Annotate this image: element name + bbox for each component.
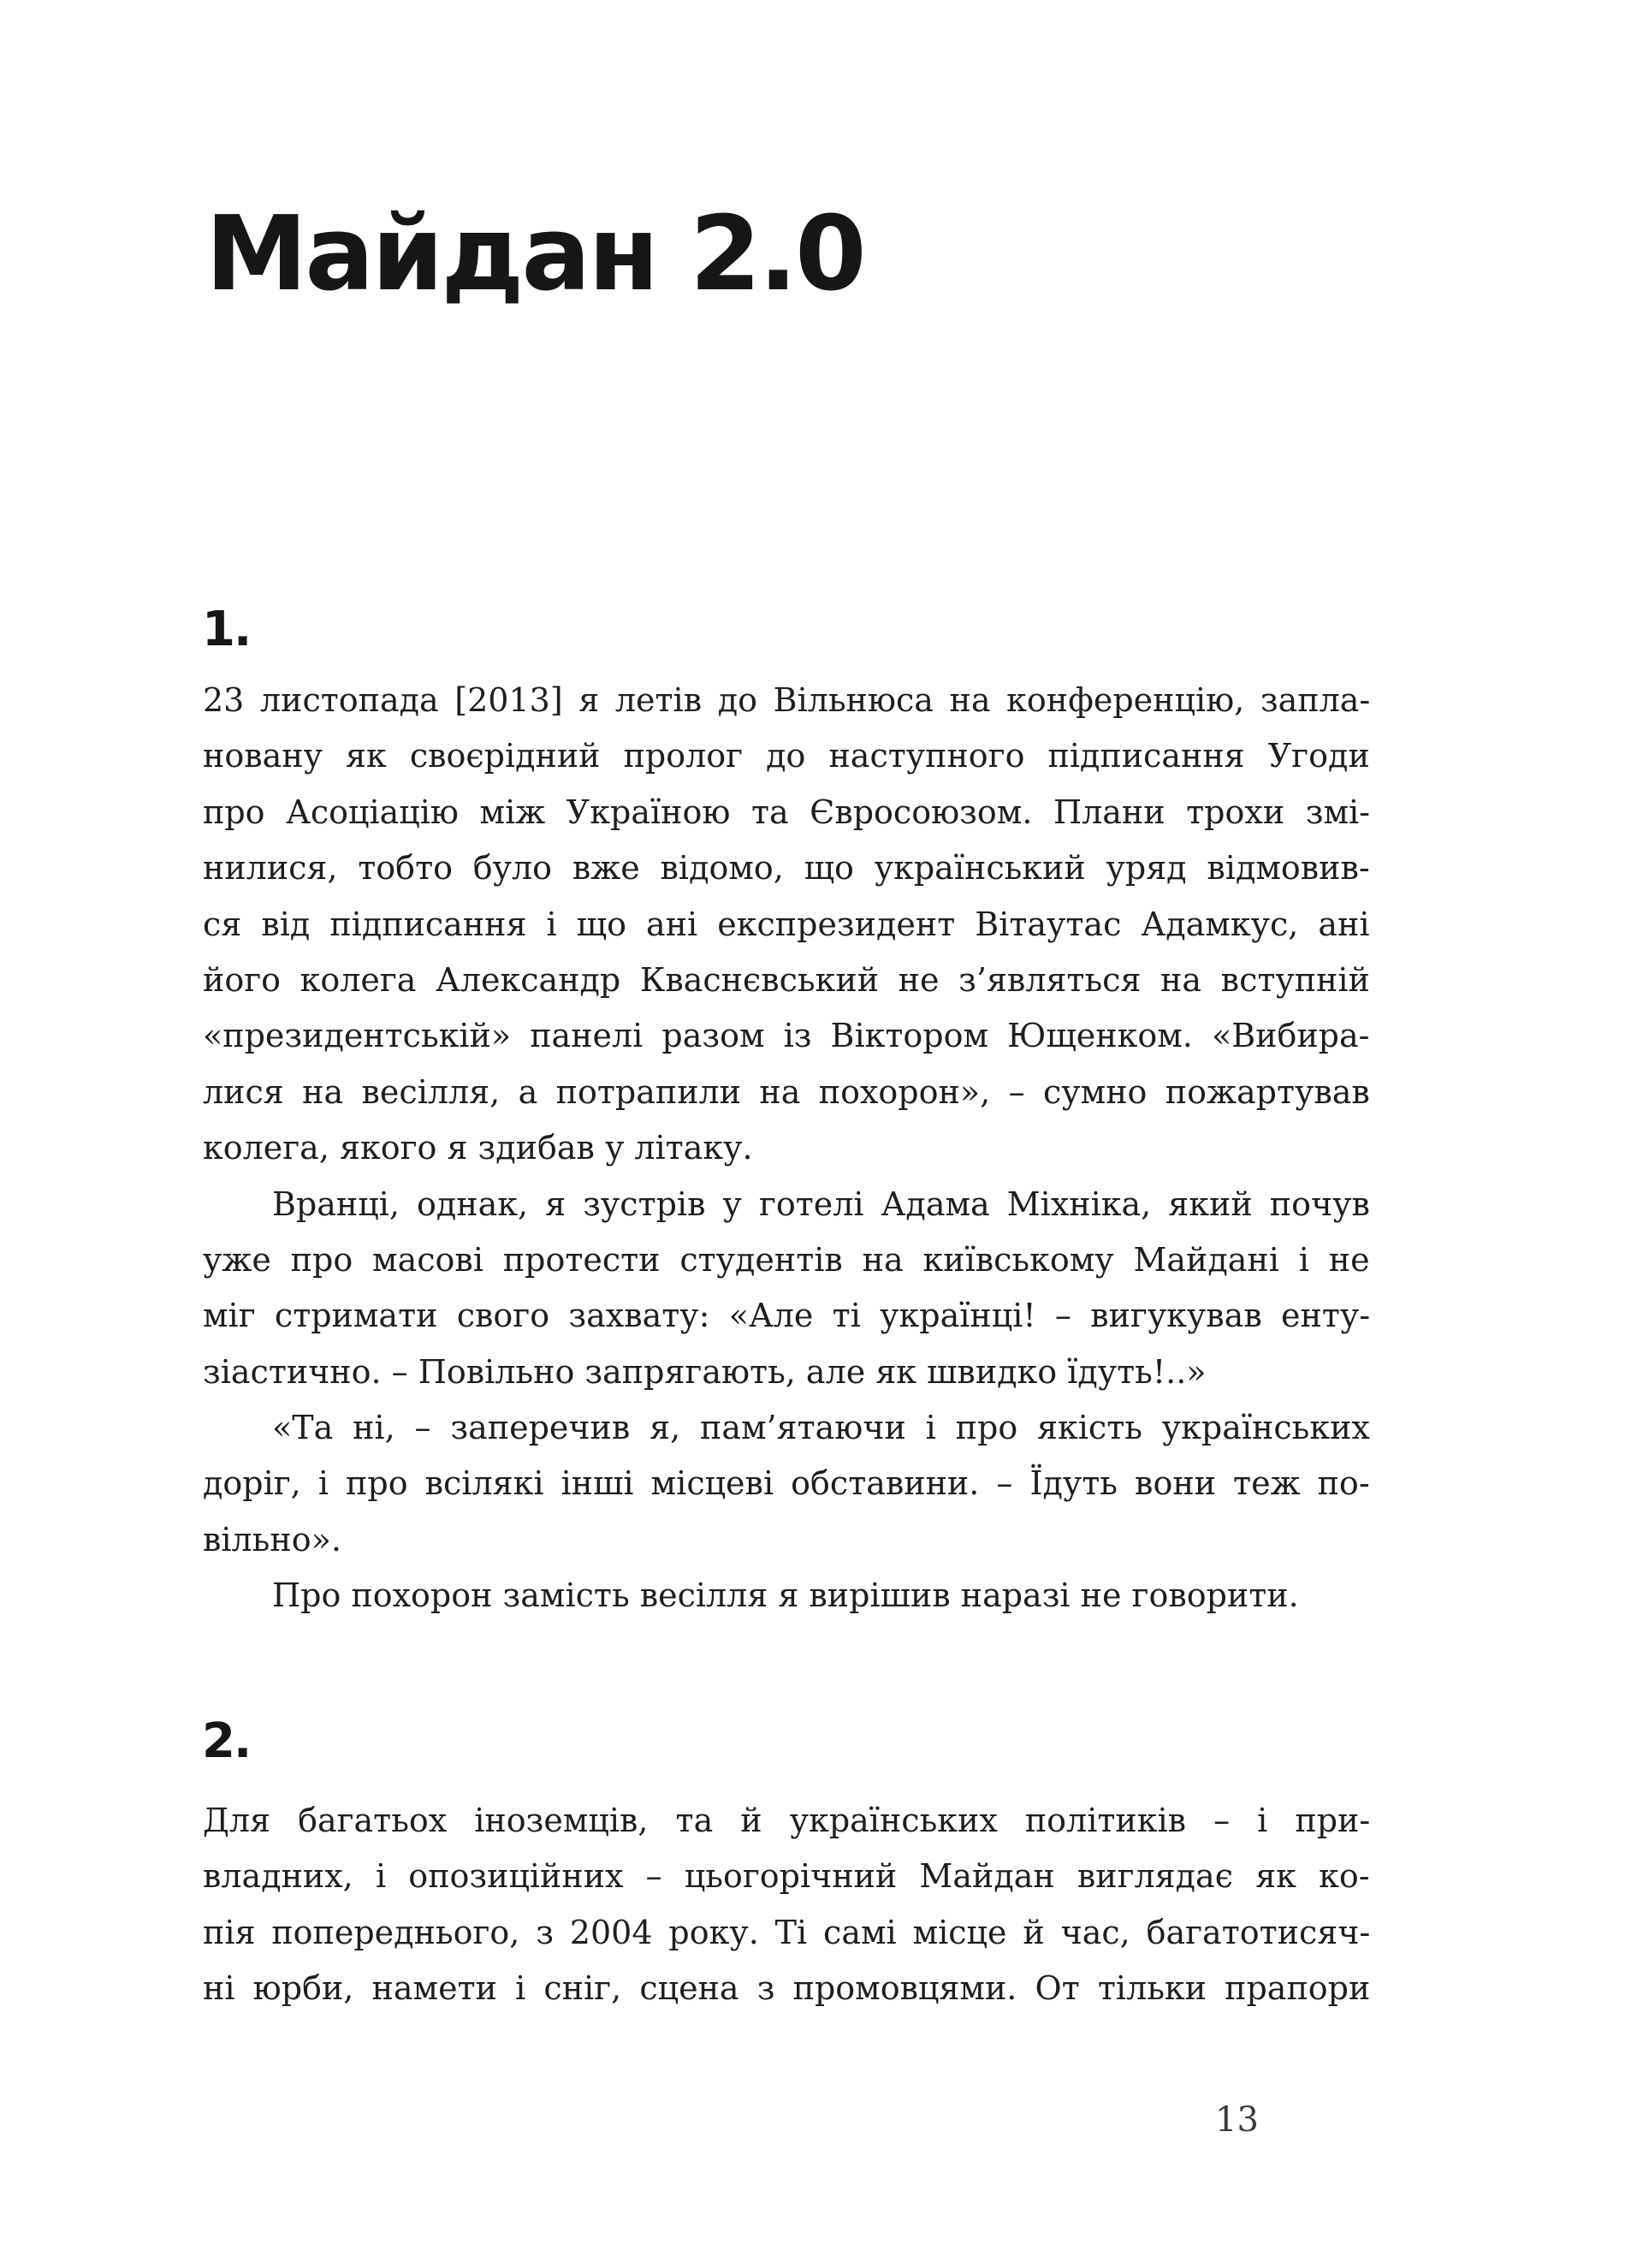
text-line: колега, якого я здибав у літаку.	[203, 1129, 753, 1167]
text-line: уже про масові протести студентів на київському Майдані і не	[203, 1240, 1370, 1279]
chapter-title: Майдан 2.0	[205, 195, 864, 314]
section-1-text	[203, 673, 1370, 1624]
section-heading-2: 2.	[202, 1713, 251, 1769]
text-line: лися на весілля, а потрапили на похорон», – сумно пожартував	[203, 1072, 1370, 1111]
text-line: «президентській» панелі разом із Віктором Ющенком. «Вибира-	[203, 1017, 1370, 1055]
text-line: ся від підписання і що ані експрезидент Вітаутас Адамкус, ані	[203, 905, 1370, 943]
text-line: зіастично. – Повільно запрягають, але як швидко їдуть!..»	[203, 1352, 1207, 1391]
text-line: про Асоціацію між Україною та Євросоюзом. Плани трохи змі-	[203, 793, 1371, 831]
text-line: вільно».	[203, 1520, 341, 1559]
page-number: 13	[1215, 2100, 1259, 2140]
text-line: Для багатьох іноземців, та й українських політиків – і при-	[203, 1802, 1371, 1839]
text-line: владних, і опозиційних – цьогорічний Майдан виглядає як ко-	[203, 1857, 1370, 1896]
text-line: міг стримати свого захвату: «Але ті українці! – вигукував енту-	[203, 1297, 1371, 1335]
text-line: нилися, тобто було вже відомо, що український уряд відмовив-	[203, 849, 1370, 888]
text-line: новану як своєрідний пролог до наступного підписання Угоди	[203, 737, 1370, 775]
text-line: доріг, і про всілякі інші місцеві обставини. – Їдуть вони теж по-	[203, 1464, 1370, 1503]
section-heading-1: 1.	[202, 602, 251, 657]
text-line: пія попереднього, з 2004 року. Ті самі місце й час, багатотисяч-	[203, 1913, 1371, 1951]
text-line: Про похорон замість весілля я вирішив наразі не говорити.	[272, 1576, 1299, 1615]
text-line: Вранці, однак, я зустрів у готелі Адама Міхніка, який почув	[272, 1184, 1370, 1223]
text-line: «Та ні, – заперечив я, пам’ятаючи і про якість українських	[272, 1409, 1370, 1447]
section-2-text	[203, 1793, 1370, 2017]
text-line: ні юрби, намети і сніг, сцена з промовцями. От тільки прапори	[203, 1969, 1371, 2008]
text-line: його колега Александр Кваснєвський не з’являться на вступній	[203, 960, 1370, 999]
text-line: 23 листопада [2013] я летів до Вільнюса на конференцію, запла-	[203, 681, 1371, 719]
